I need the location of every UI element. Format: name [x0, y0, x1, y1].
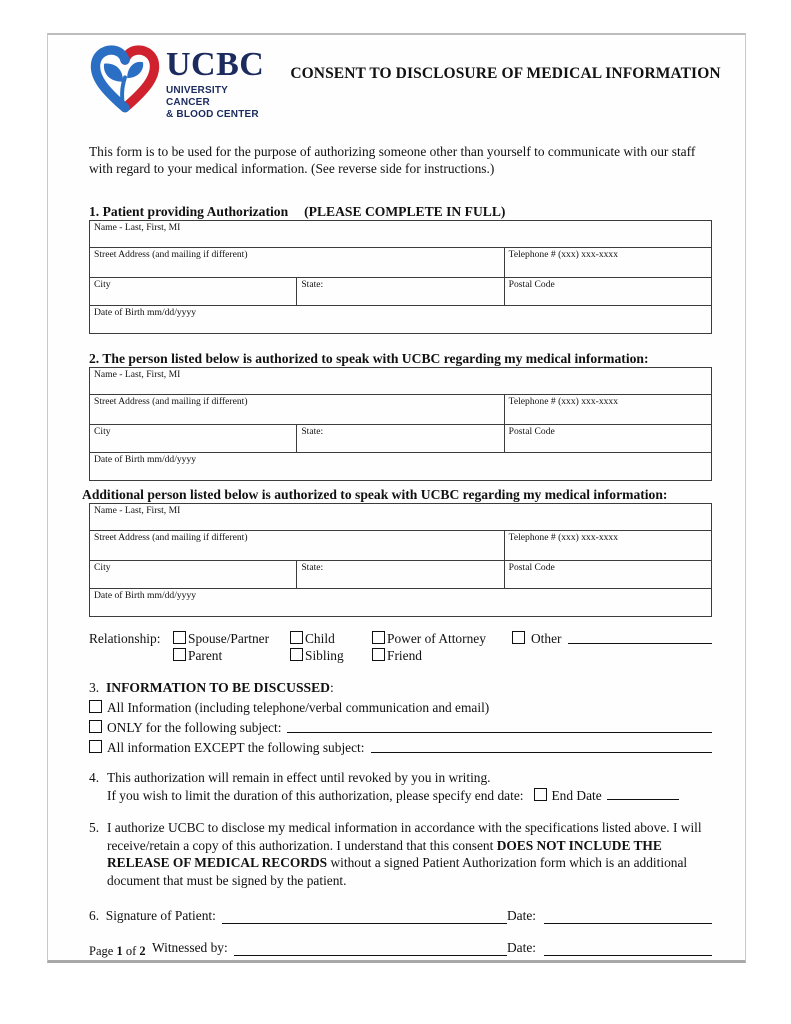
- section1-note: (PLEASE COMPLETE IN FULL): [304, 204, 506, 219]
- option-label: Friend: [387, 648, 422, 663]
- section5-text2: without a signed Patient Authorization form which is an additional document that must be signed by the patient.: [107, 855, 688, 888]
- state-field[interactable]: State:: [297, 278, 504, 306]
- witness-signature-row: [89, 939, 712, 956]
- table-row: [90, 248, 712, 278]
- witness-date-line[interactable]: [544, 943, 712, 956]
- state-field[interactable]: State:: [297, 425, 504, 453]
- table-row: [90, 395, 712, 425]
- option-label: Sibling: [305, 648, 344, 663]
- checkbox-power-of-attorney[interactable]: [372, 631, 385, 644]
- table-row: [90, 425, 712, 453]
- telephone-field[interactable]: Telephone # (xxx) xxx-xxxx: [504, 248, 711, 278]
- information-section: [89, 679, 712, 756]
- checkbox-spouse-partner[interactable]: [173, 631, 186, 644]
- checkbox-end-date[interactable]: [534, 788, 547, 801]
- witness-label: Witnessed by:: [152, 940, 228, 955]
- except-subject-blank-line[interactable]: [371, 740, 713, 753]
- city-field[interactable]: City: [90, 278, 297, 306]
- table-row: [90, 531, 712, 561]
- date-label: Date:: [507, 940, 536, 955]
- end-date-label: End Date: [551, 788, 602, 803]
- section4-line1: This authorization will remain in effect until revoked by you in writing.: [107, 770, 491, 785]
- table-row: [90, 453, 712, 481]
- section4: [89, 769, 712, 804]
- dob-field[interactable]: Date of Birth mm/dd/yyyy: [90, 453, 712, 481]
- section6: [89, 907, 712, 956]
- name-field[interactable]: Name - Last, First, MI: [90, 368, 712, 395]
- city-field[interactable]: City: [90, 425, 297, 453]
- section4-line2: If you wish to limit the duration of this authorization, please specify end date:: [107, 788, 524, 803]
- end-date-blank-line[interactable]: [607, 787, 679, 800]
- checkbox-all-except-subject[interactable]: [89, 740, 102, 753]
- option-label: All information EXCEPT the following subject:: [107, 740, 365, 755]
- section5-bold: DOES NOT INCLUDE THE RELEASE OF MEDICAL RECORDS: [107, 837, 662, 870]
- section4-number: 4.: [89, 770, 100, 785]
- only-subject-blank-line[interactable]: [287, 720, 712, 733]
- checkbox-sibling[interactable]: [290, 648, 303, 661]
- option-label: All Information (including telephone/verbal communication and email): [107, 700, 490, 715]
- document-title: CONSENT TO DISCLOSURE OF MEDICAL INFORMATION: [290, 65, 721, 82]
- section3-title: INFORMATION TO BE DISCUSSED: [106, 680, 330, 695]
- signature-label: Signature of Patient:: [105, 908, 216, 923]
- patient-info-table: [89, 220, 712, 334]
- option-label: ONLY for the following subject:: [107, 720, 282, 735]
- intro-paragraph: This form is to be used for the purpose of authorizing someone other than yourself to communicate with our staff with regard to your medical information. (See reverse side for instructions.): [89, 144, 696, 176]
- telephone-field[interactable]: Telephone # (xxx) xxx-xxxx: [504, 531, 711, 561]
- witness-signature-line[interactable]: [234, 943, 507, 956]
- section3-number: 3.: [89, 680, 100, 695]
- option-all-information: [89, 699, 712, 716]
- option-label: Power of Attorney: [387, 631, 486, 646]
- checkbox-parent[interactable]: [173, 648, 186, 661]
- logo-org-line1: UNIVERSITY CANCER: [166, 85, 228, 108]
- state-field[interactable]: State:: [297, 561, 504, 589]
- total-page-number: 2: [139, 944, 146, 958]
- table-row: [90, 306, 712, 334]
- table-row: [90, 504, 712, 531]
- section5-text1: I authorize UCBC to disclose my medical information in accordance with the specifications listed above. I will receive/retain a copy of this authorization. I understand that this consent: [107, 820, 702, 853]
- option-all-except-subject: [89, 739, 712, 756]
- logo-org-line2: & BLOOD CENTER: [166, 109, 259, 120]
- section6-number: 6.: [89, 908, 100, 923]
- table-row: [90, 589, 712, 617]
- postal-code-field[interactable]: Postal Code: [504, 278, 711, 306]
- checkbox-friend[interactable]: [372, 648, 385, 661]
- checkbox-other[interactable]: [512, 631, 525, 644]
- additional-person-heading: Additional person listed below is authorized to speak with UCBC regarding my medical information:: [82, 487, 668, 502]
- section5-number: 5.: [89, 820, 100, 835]
- date-label: Date:: [507, 908, 536, 923]
- relationship-label: Relationship:: [89, 631, 161, 646]
- section5: [89, 819, 715, 889]
- postal-code-field[interactable]: Postal Code: [504, 561, 711, 589]
- relationship-section: [89, 630, 712, 664]
- option-label: Spouse/Partner: [188, 631, 270, 646]
- street-address-field[interactable]: Street Address (and mailing if different): [90, 248, 505, 278]
- table-row: [90, 221, 712, 248]
- logo-text: [166, 48, 264, 121]
- table-row: [90, 278, 712, 306]
- other-blank-line[interactable]: [568, 631, 713, 644]
- dob-field[interactable]: Date of Birth mm/dd/yyyy: [90, 306, 712, 334]
- postal-code-field[interactable]: Postal Code: [504, 425, 711, 453]
- section2-heading: 2. The person listed below is authorized to speak with UCBC regarding my medical information:: [89, 351, 649, 366]
- patient-signature-row: [89, 907, 712, 924]
- city-field[interactable]: City: [90, 561, 297, 589]
- checkbox-child[interactable]: [290, 631, 303, 644]
- form-page: [47, 33, 746, 963]
- section3-heading: 3. INFORMATION TO BE DISCUSSED:: [89, 680, 334, 695]
- patient-date-line[interactable]: [544, 911, 712, 924]
- section1-heading: [89, 203, 712, 220]
- name-field[interactable]: Name - Last, First, MI: [90, 221, 712, 248]
- ucbc-logo: [89, 44, 264, 121]
- street-address-field[interactable]: Street Address (and mailing if different): [90, 395, 505, 425]
- page-number-footer: Page 1 of 2: [89, 944, 146, 958]
- checkbox-all-information[interactable]: [89, 700, 102, 713]
- logo-org-name: [166, 85, 264, 121]
- heart-sprout-icon: [89, 44, 161, 118]
- patient-signature-line[interactable]: [222, 911, 507, 924]
- form-content: [48, 44, 745, 963]
- additional-person-table: [89, 503, 712, 617]
- logo-acronym: UCBC: [166, 46, 265, 83]
- section1-title: 1. Patient providing Authorization: [89, 204, 289, 219]
- telephone-field[interactable]: Telephone # (xxx) xxx-xxxx: [504, 395, 711, 425]
- option-label: Child: [305, 631, 335, 646]
- option-label: Other: [531, 631, 562, 646]
- table-row: [90, 368, 712, 395]
- name-field[interactable]: Name - Last, First, MI: [90, 504, 712, 531]
- option-only-subject: [89, 719, 712, 736]
- authorized-person-table: [89, 367, 712, 481]
- street-address-field[interactable]: Street Address (and mailing if different): [90, 531, 505, 561]
- option-label: Parent: [188, 648, 223, 663]
- form-header: [89, 44, 721, 121]
- table-row: [90, 561, 712, 589]
- current-page-number: 1: [116, 944, 123, 958]
- checkbox-only-subject[interactable]: [89, 720, 102, 733]
- dob-field[interactable]: Date of Birth mm/dd/yyyy: [90, 589, 712, 617]
